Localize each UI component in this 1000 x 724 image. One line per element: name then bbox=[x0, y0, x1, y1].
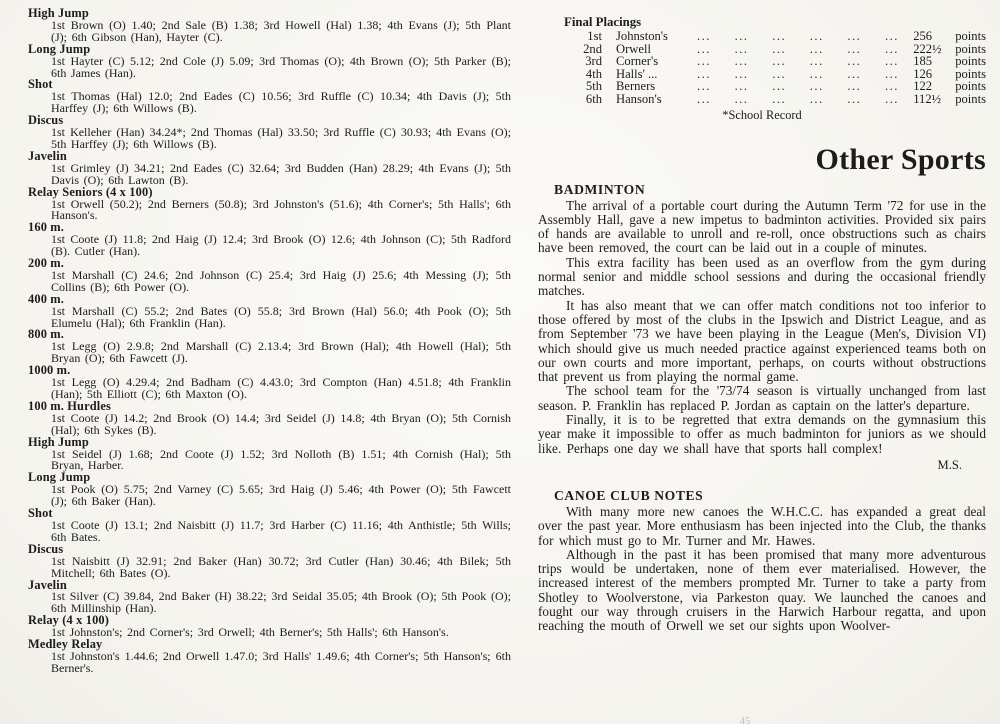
event-results: 1st Brown (O) 1.40; 2nd Sale (B) 1.38; 3rd Howell (Hal) 1.38; 4th Evans (J); 5th Plant (J); 6th Gibson (Han), Hayter (C). bbox=[51, 17, 511, 44]
event-results: 1st Pook (O) 5.75; 2nd Varney (C) 5.65; 3rd Haig (J) 5.46; 4th Power (O); 5th Fawcett (J); 6th Baker (Han). bbox=[51, 482, 511, 509]
event-results: 1st Coote (J) 14.2; 2nd Brook (O) 14.4; 3rd Seidel (J) 14.8; 4th Bryan (O); 5th Cornish (Hal); 6th Sykes (B). bbox=[51, 410, 511, 437]
place-cell: 4th bbox=[585, 66, 602, 81]
event-heading: High Jump bbox=[28, 434, 89, 449]
house-cell: Berners bbox=[616, 80, 656, 93]
event-results: 1st Coote (J) 13.1; 2nd Naisbitt (J) 11.7; 3rd Harber (C) 11.16; 4th Anthistle; 5th Wills; 6th Bates. bbox=[51, 517, 511, 544]
event-section bbox=[28, 329, 511, 365]
house-cell: Orwell bbox=[616, 42, 651, 56]
event-section bbox=[28, 184, 511, 223]
event-heading: 160 m. bbox=[28, 220, 65, 235]
event-section bbox=[28, 222, 511, 258]
house-cell: Hanson's bbox=[616, 92, 662, 106]
points-unit: points bbox=[955, 79, 986, 94]
event-heading: 800 m. bbox=[28, 327, 65, 342]
badminton-paragraph: It has also meant that we can offer match conditions not too inferior to those offered by most of the clubs in the Ipswich and District League, and as from September '73 we have been playing in the League (Men's, Division VI) which should give us much needed practice against experienced teams both on our own courts and more important, perhaps, on courts without obstructions that prevent us from playing the normal game. bbox=[538, 297, 986, 385]
event-results: 1st Thomas (Hal) 12.0; 2nd Eades (C) 10.56; 3rd Ruffle (C) 10.34; 4th Davis (J); 5th Harffey (J); 6th Willows (B). bbox=[51, 89, 511, 116]
leader-dots: ... ... ... ... ... ... bbox=[697, 67, 899, 81]
event-section bbox=[28, 639, 511, 675]
event-heading: 200 m. bbox=[28, 256, 65, 271]
event-results: 1st Legg (O) 4.29.4; 2nd Badham (C) 4.43.0; 3rd Compton (Han) 4.51.8; 4th Franklin (Han); 5th Elliott (C); 6th Maxton (O). bbox=[51, 375, 511, 401]
event-section bbox=[28, 291, 511, 330]
event-heading: Discus bbox=[28, 541, 64, 556]
event-heading: Long Jump bbox=[28, 41, 91, 56]
event-section bbox=[28, 148, 511, 187]
leader-dots: ... ... ... ... ... ... bbox=[697, 92, 899, 106]
event-section bbox=[28, 541, 511, 580]
school-record-footnote: *School Record bbox=[722, 107, 802, 122]
house-cell: Corner's bbox=[616, 55, 659, 68]
event-section bbox=[28, 365, 511, 401]
points-cell: 122 bbox=[913, 79, 933, 94]
points-cell: 185 bbox=[913, 54, 933, 69]
badminton-paragraph: This extra facility has been used as an overflow from the gym during normal senior and middle school sessions and during the occasional friendly matches. bbox=[538, 254, 986, 299]
event-heading: Shot bbox=[28, 77, 53, 92]
event-heading: High Jump bbox=[28, 6, 89, 20]
event-heading: Medley Relay bbox=[28, 637, 103, 652]
event-section bbox=[28, 508, 511, 544]
points-unit: points bbox=[955, 41, 986, 56]
event-section bbox=[28, 577, 511, 616]
event-heading: Relay Seniors (4 x 100) bbox=[28, 184, 153, 199]
event-results: 1st Orwell (50.2); 2nd Berners (50.8); 3rd Johnston's (51.6); 4th Corner's; 5th Halls'; 6th Hanson's. bbox=[51, 196, 511, 223]
event-results: 1st Marshall (C) 55.2; 2nd Bates (O) 55.8; 3rd Brown (Hal) 56.0; 4th Pook (O); 5th Elumelu (Hal); 6th Franklin (Han). bbox=[51, 303, 511, 330]
event-heading: 100 m. Hurdles bbox=[28, 398, 111, 413]
final-placings-row bbox=[548, 30, 986, 43]
event-results: 1st Hayter (C) 5.12; 2nd Cole (J) 5.09; 3rd Thomas (O); 4th Brown (O); 5th Parker (B); 6th James (Han). bbox=[51, 53, 511, 80]
canoe-paragraph: With many more new canoes the W.H.C.C. has expanded a great deal over the past year. More enthusiasm has been injected into the Club, the thanks for which must go to Mr. Turner and Mr. Hawes. bbox=[538, 503, 986, 548]
event-section bbox=[28, 398, 511, 437]
final-placings-row bbox=[548, 93, 986, 106]
event-results: 1st Kelleher (Han) 34.24*; 2nd Thomas (Hal) 33.50; 3rd Ruffle (C) 30.93; 4th Evans (O); 5th Harffey (J); 6th Willows (B). bbox=[51, 125, 511, 151]
event-heading: Shot bbox=[28, 506, 53, 521]
place-cell: 2nd bbox=[583, 41, 602, 56]
badminton-paragraph: The arrival of a portable court during the Autumn Term '72 for use in the Assembly Hall, gave a new impetus to badminton activities. Provided six pairs of hands are available to unroll and re-roll, once obstructions such as chairs have been removed, the court can be laid out in a couple of minutes. bbox=[538, 197, 986, 256]
other-sports-column bbox=[538, 16, 986, 634]
event-results: 1st Coote (J) 11.8; 2nd Haig (J) 12.4; 3rd Brook (O) 12.6; 4th Johnson (C); 5th Radford (B). Cutler (Han). bbox=[51, 232, 511, 259]
place-cell: 3rd bbox=[585, 54, 602, 69]
house-cell: Johnston's bbox=[616, 30, 668, 43]
leader-dots: ... ... ... ... ... ... bbox=[697, 42, 899, 56]
event-results: 1st Seidel (J) 1.68; 2nd Coote (J) 1.52; 3rd Nolloth (B) 1.51; 4th Cornish (Hal); 5th Bryan, Harber. bbox=[51, 446, 511, 473]
event-results: 1st Legg (O) 2.9.8; 2nd Marshall (C) 2.13.4; 3rd Brown (Hal); 4th Howell (Hal); 5th Bryan (O); 6th Fawcett (J). bbox=[51, 339, 511, 366]
athletics-results-column bbox=[28, 8, 511, 675]
event-heading: Relay (4 x 100) bbox=[28, 613, 110, 628]
event-section bbox=[28, 41, 511, 80]
points-cell: 112½ bbox=[913, 91, 942, 106]
points-cell: 126 bbox=[913, 66, 933, 81]
final-placings-table bbox=[538, 16, 986, 122]
event-section bbox=[28, 79, 511, 115]
place-cell: 1st bbox=[587, 29, 602, 43]
event-heading: 400 m. bbox=[28, 291, 65, 306]
event-results: 1st Grimley (J) 34.21; 2nd Eades (C) 32.64; 3rd Budden (Han) 28.29; 4th Evans (J); 5th Davis (O); 6th Lawton (B). bbox=[51, 160, 511, 187]
final-placings-title: Final Placings bbox=[564, 15, 642, 29]
event-heading: Long Jump bbox=[28, 470, 91, 485]
other-sports-title: Other Sports bbox=[815, 142, 986, 176]
event-results: 1st Johnston's 1.44.6; 2nd Orwell 1.47.0; 3rd Halls' 1.49.6; 4th Corner's; 5th Hanson's; 6th Berner's. bbox=[51, 648, 511, 675]
event-heading: 1000 m. bbox=[28, 363, 71, 378]
page-number-fragment: 45 bbox=[739, 716, 751, 724]
event-heading: Javelin bbox=[28, 148, 67, 163]
event-results: 1st Marshall (C) 24.6; 2nd Johnson (C) 25.4; 3rd Haig (J) 25.6; 4th Messing (J); 5th Collins (B); 6th Power (O). bbox=[51, 267, 511, 294]
event-heading: Discus bbox=[28, 113, 64, 128]
author-initials: M.S. bbox=[937, 457, 962, 472]
canoe-paragraph: Although in the past it has been promised that many more adventurous trips would be undertaken, none of them ever materialised. However, the increased interest of the members prompted Mr. Turner to take a party from Shotley to Woolverstone, via Parkeston quay. We launched the canoes and fought our way through cruisers in the Harwich Harbour regatta, and upon reaching the mouth of Orwell we set our sights upon Woolver- bbox=[538, 546, 986, 634]
canoe-club-heading: CANOE CLUB NOTES bbox=[554, 487, 704, 503]
final-placings-row bbox=[548, 55, 986, 68]
event-section bbox=[28, 258, 511, 294]
badminton-paragraph: Finally, it is to be regretted that extra demands on the gymnasium this year make it impossible to offer as much badminton for juniors as we should like. Perhaps one day we shall have that sports hall complex! bbox=[538, 412, 986, 456]
points-unit: points bbox=[955, 91, 986, 106]
event-section bbox=[28, 434, 511, 473]
place-cell: 6th bbox=[585, 91, 602, 106]
points-cell: 222½ bbox=[913, 41, 942, 56]
event-section bbox=[28, 115, 511, 151]
event-results: 1st Johnston's; 2nd Corner's; 3rd Orwell; 4th Berner's; 5th Halls'; 6th Hanson's. bbox=[51, 625, 449, 640]
badminton-heading: BADMINTON bbox=[554, 181, 646, 197]
event-results: 1st Naisbitt (J) 32.91; 2nd Baker (Han) 30.72; 3rd Cutler (Han) 30.46; 4th Bilek; 5th Mitchell; 6th Bates (O). bbox=[51, 553, 511, 580]
leader-dots: ... ... ... ... ... ... bbox=[697, 30, 899, 43]
house-cell: Halls' ... bbox=[616, 67, 658, 81]
leader-dots: ... ... ... ... ... ... bbox=[697, 80, 899, 93]
event-section bbox=[28, 8, 511, 44]
leader-dots: ... ... ... ... ... ... bbox=[697, 55, 899, 68]
points-cell: 256 bbox=[913, 29, 933, 43]
place-cell: 5th bbox=[585, 79, 602, 94]
event-heading: Javelin bbox=[28, 577, 67, 592]
points-unit: points bbox=[955, 66, 986, 81]
event-section bbox=[28, 472, 511, 508]
event-section bbox=[28, 615, 511, 639]
badminton-paragraph: The school team for the '73/74 season is virtually unchanged from last season. P. Franklin has replaced P. Jordan as captain on the latter's departure. bbox=[538, 383, 986, 413]
points-unit: points bbox=[955, 54, 986, 69]
points-unit: points bbox=[955, 29, 986, 43]
event-results: 1st Silver (C) 39.84, 2nd Baker (H) 38.22; 3rd Seidal 35.05; 4th Brook (O); 5th Pook (O); 6th Millinship (Han). bbox=[51, 589, 511, 616]
